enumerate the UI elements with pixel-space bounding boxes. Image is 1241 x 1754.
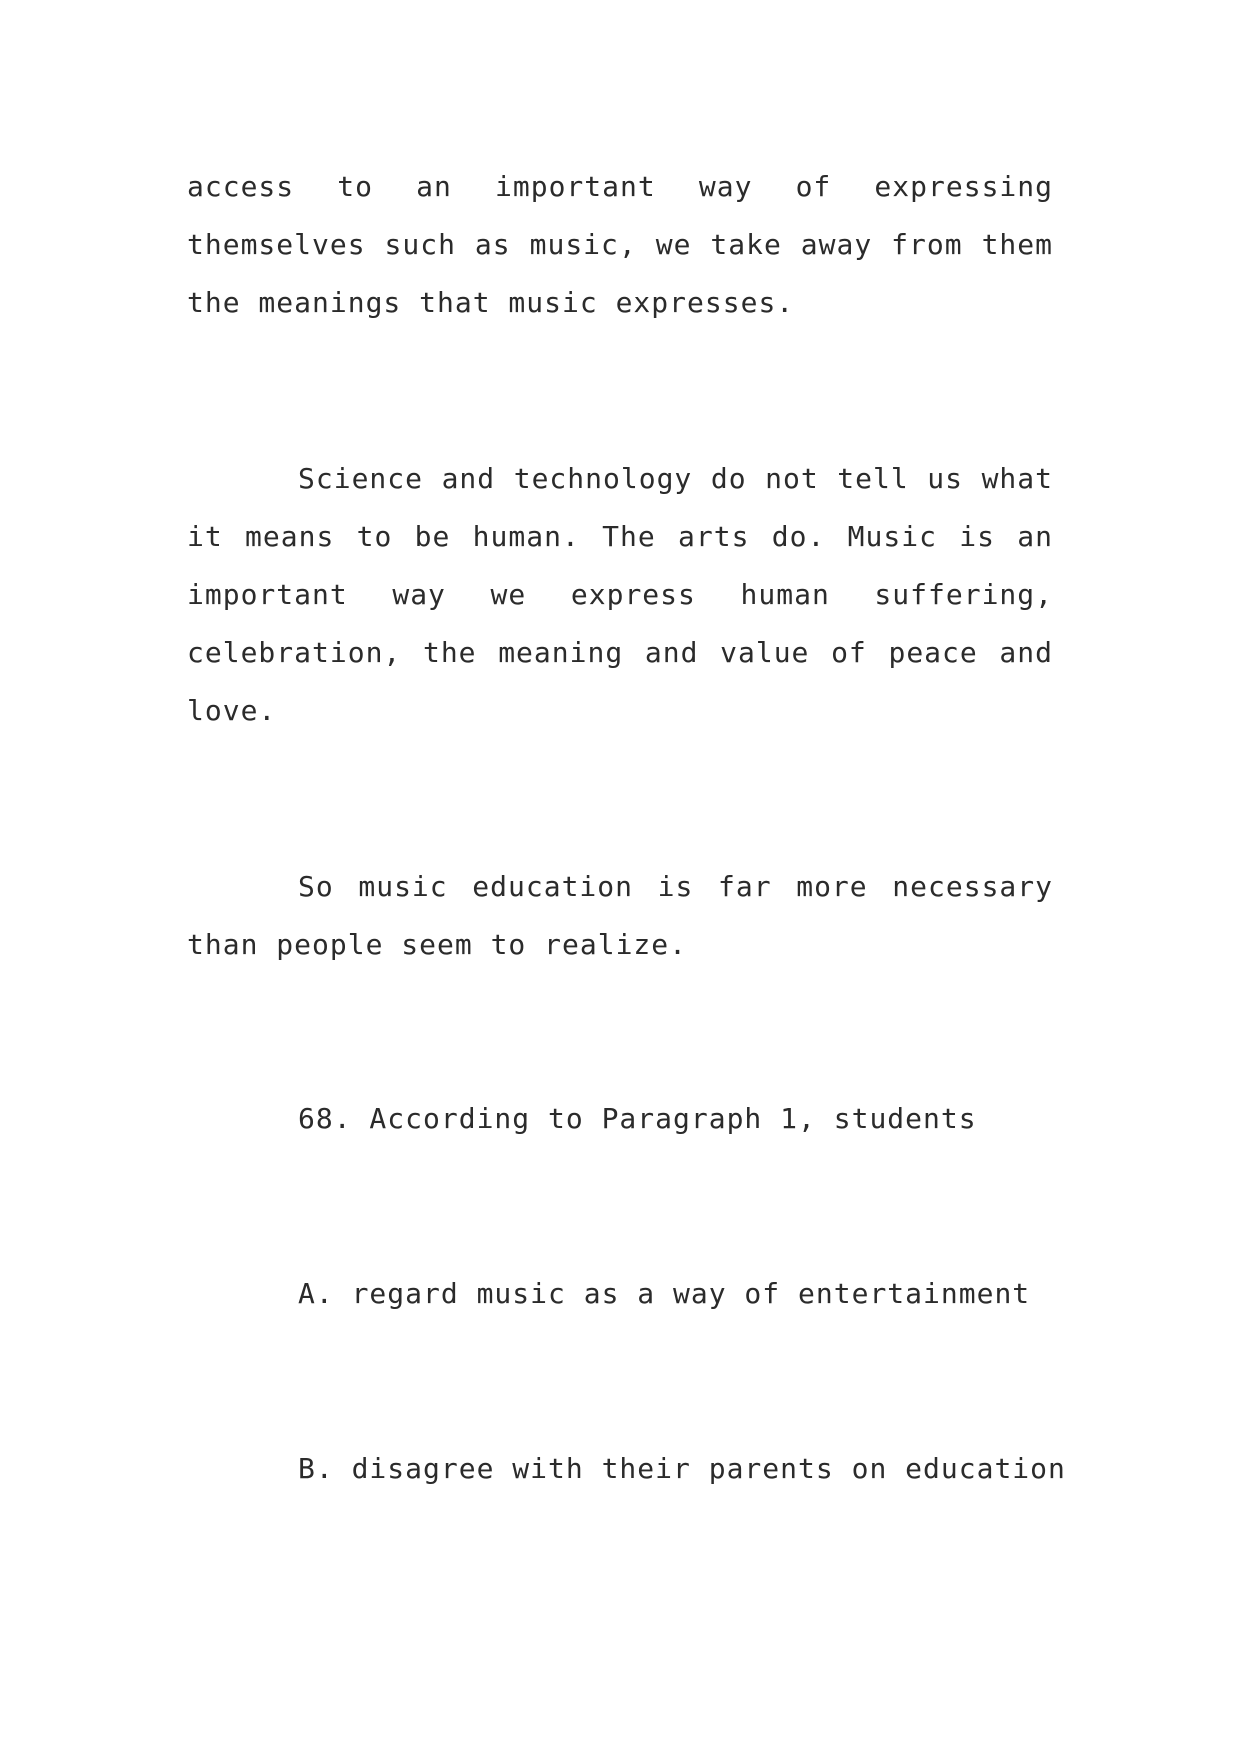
answer-option-b: B. disagree with their parents on education <box>298 1452 1066 1485</box>
answer-option-a: A. regard music as a way of entertainment <box>298 1277 1031 1310</box>
paragraph-continuation: access to an important way of expressing themselves such as music, we take away from them the meanings that music expresses. <box>187 170 1053 319</box>
paragraph-science-technology: Science and technology do not tell us what it means to be human. The arts do. Music is an important way we express human suffering, celebration, the meaning and value of peace and love. <box>187 462 1053 727</box>
paragraph-music-education: So music education is far more necessary than people seem to realize. <box>187 870 1053 961</box>
question-stem: 68. According to Paragraph 1, students <box>298 1102 977 1135</box>
